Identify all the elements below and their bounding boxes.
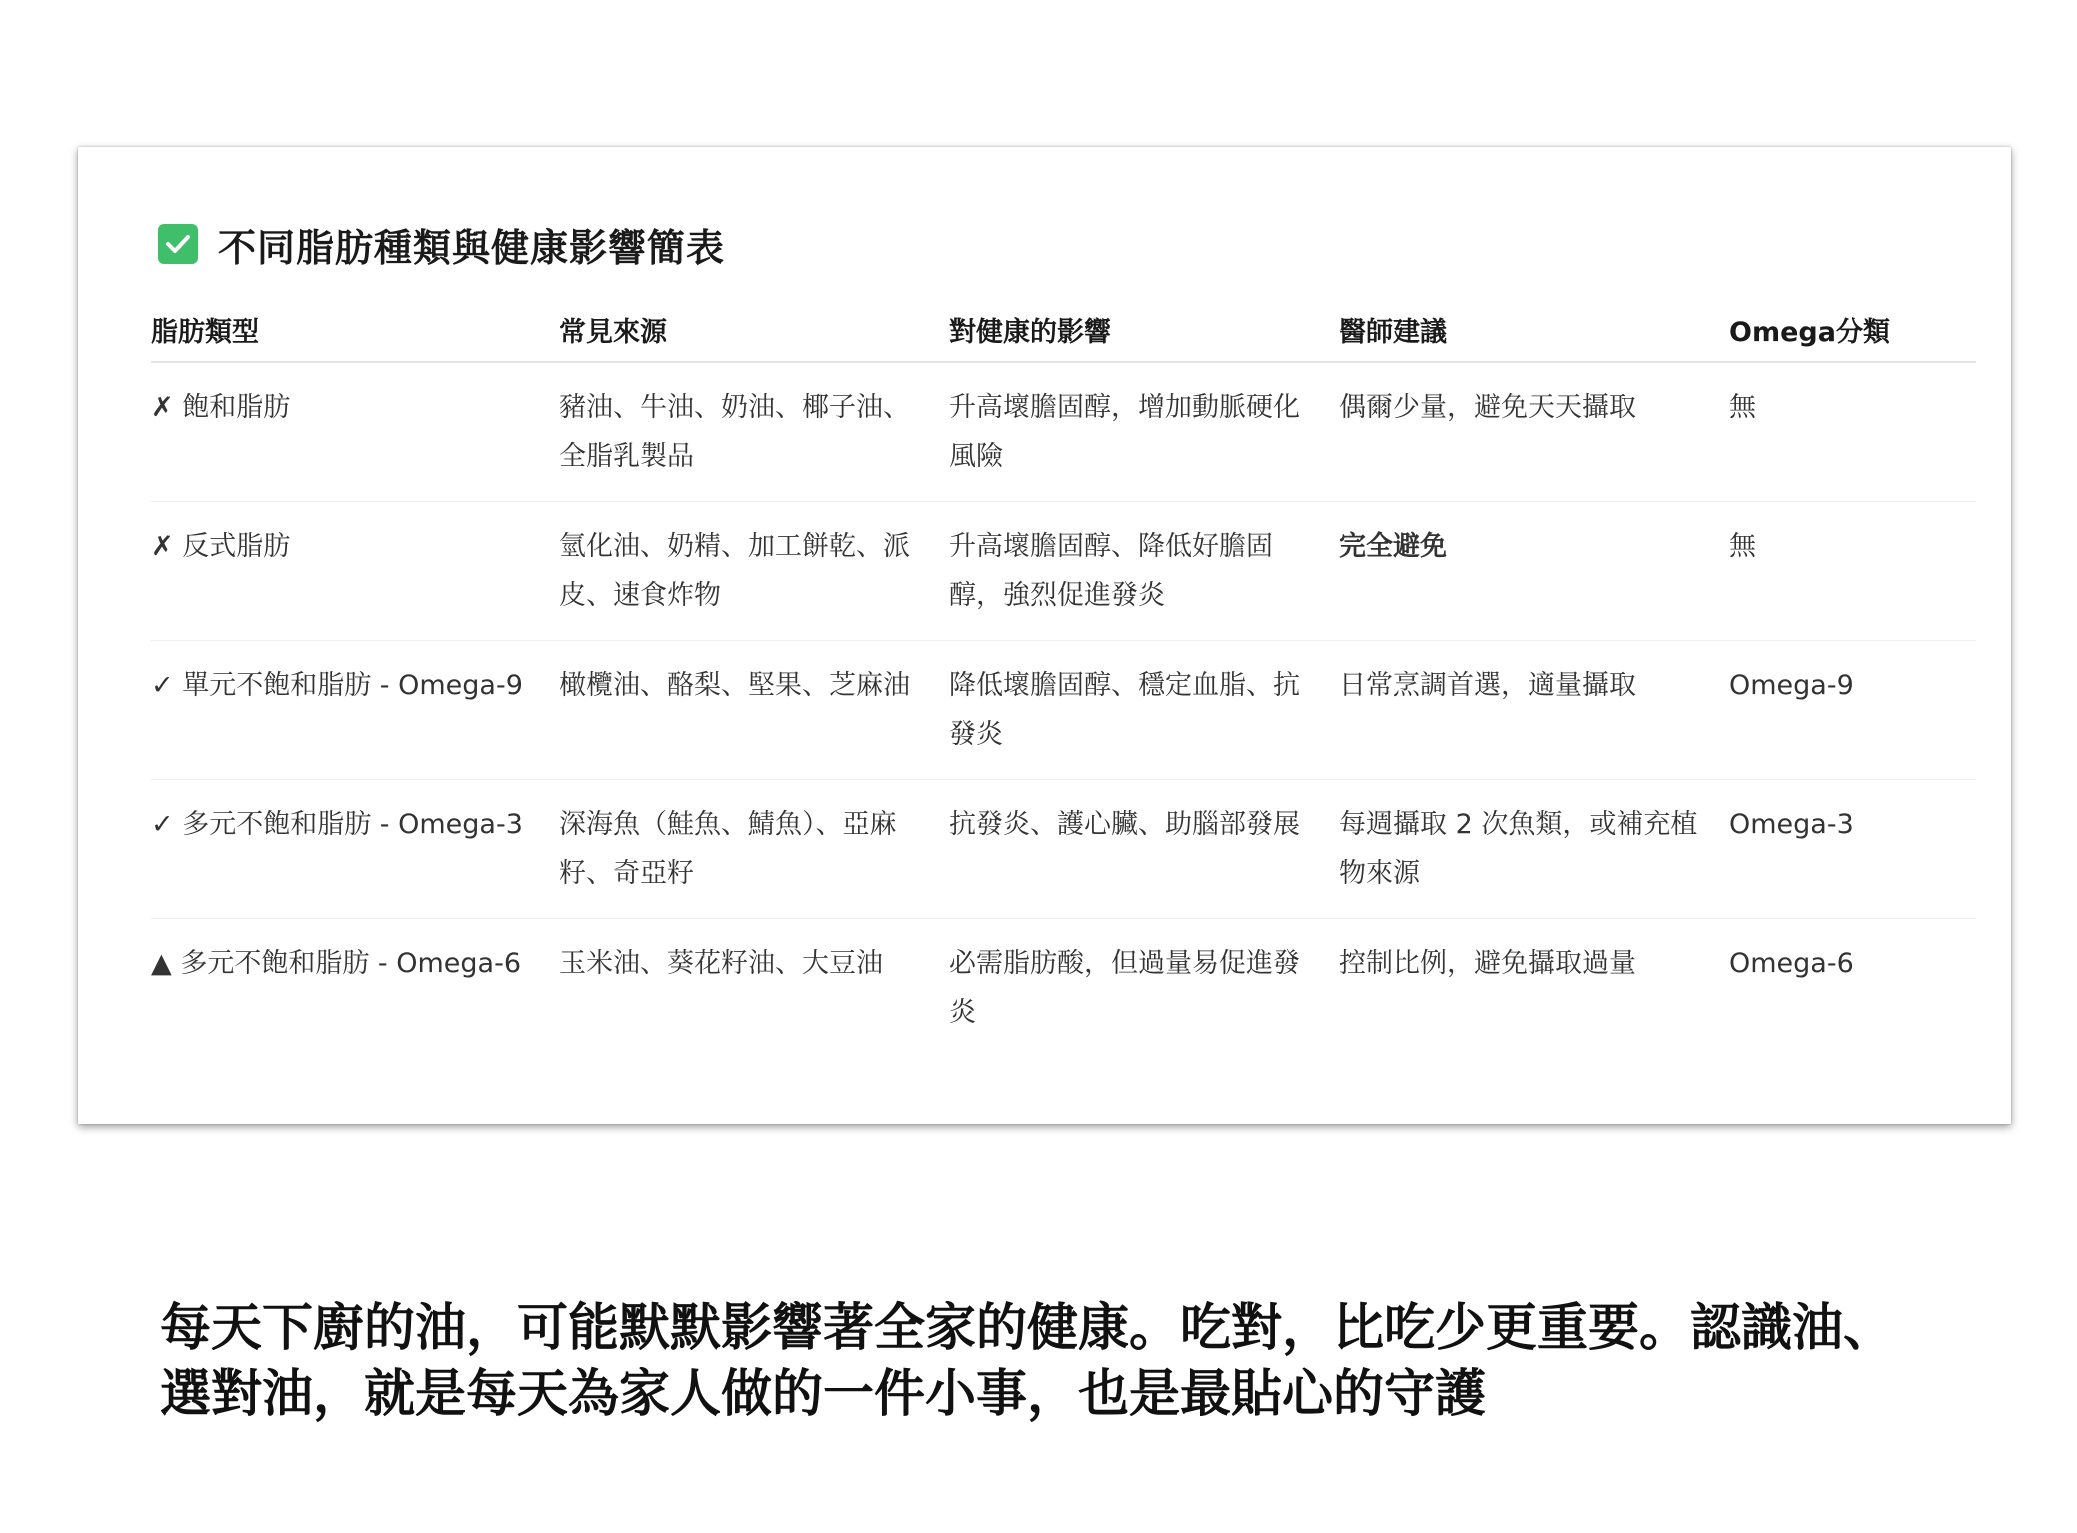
header-sources: 常見來源 — [559, 297, 949, 362]
table-row — [151, 502, 1976, 641]
cell-health-effect: 抗發炎、護心臟、助腦部發展 — [949, 780, 1339, 919]
table-title: 不同脂肪種類與健康影響簡表 — [218, 225, 726, 270]
table-header-row — [151, 297, 1976, 362]
table-card — [78, 147, 2011, 1124]
header-health-effect: 對健康的影響 — [949, 297, 1339, 362]
cell-omega: Omega-6 — [1729, 948, 1854, 979]
cell-fat-type: ✗ 反式脂肪 — [151, 502, 559, 641]
cell-doctor-advice: 完全避免 — [1339, 502, 1729, 641]
header-omega: Omega分類 — [1729, 297, 1976, 362]
cell-health-effect: 降低壞膽固醇、穩定血脂、抗發炎 — [949, 641, 1339, 780]
cell-omega: Omega-3 — [1729, 780, 1976, 919]
table-row — [151, 780, 1976, 919]
cell-sources: 玉米油、葵花籽油、大豆油 — [559, 948, 883, 979]
fat-table — [151, 297, 1976, 1057]
cell-doctor-advice: 每週攝取 2 次魚類，或補充植物來源 — [1339, 780, 1729, 919]
cell-sources: 豬油、牛油、奶油、椰子油、全脂乳製品 — [559, 362, 949, 502]
cell-health-effect: 升高壞膽固醇、降低好膽固醇，強烈促進發炎 — [949, 502, 1339, 641]
cell-fat-type: ▲ 多元不飽和脂肪 - Omega-6 — [151, 948, 522, 979]
cell-omega: 無 — [1729, 362, 1976, 502]
header-fat-type: 脂肪類型 — [151, 297, 559, 362]
cell-fat-type: ✓ 多元不飽和脂肪 - Omega-3 — [151, 780, 559, 919]
cell-fat-type: ✗ 飽和脂肪 — [151, 362, 559, 502]
check-box-icon — [158, 224, 198, 264]
table-row — [151, 919, 1976, 1058]
cell-doctor-advice: 控制比例，避免攝取過量 — [1339, 948, 1636, 979]
cell-health-effect: 升高壞膽固醇，增加動脈硬化風險 — [949, 362, 1339, 502]
table-row — [151, 641, 1976, 780]
cell-omega: Omega-9 — [1729, 641, 1976, 780]
cell-doctor-advice: 偶爾少量，避免天天攝取 — [1339, 362, 1729, 502]
header-doctor-advice: 醫師建議 — [1339, 297, 1729, 362]
cell-sources: 氫化油、奶精、加工餅乾、派皮、速食炸物 — [559, 502, 949, 641]
table-row — [151, 362, 1976, 502]
caption-text: 每天下廚的油，可能默默影響著全家的健康。吃對，比吃少更重要。認識油、選對油，就是每天為家人做的一件小事，也是最貼心的守護 — [160, 1299, 1895, 1424]
cell-doctor-advice: 日常烹調首選，適量攝取 — [1339, 641, 1729, 780]
cell-fat-type: ✓ 單元不飽和脂肪 - Omega-9 — [151, 641, 559, 780]
cell-sources: 橄欖油、酪梨、堅果、芝麻油 — [559, 641, 949, 780]
cell-omega: 無 — [1729, 502, 1976, 641]
cell-sources: 深海魚（鮭魚、鯖魚）、亞麻籽、奇亞籽 — [559, 780, 949, 919]
card-title — [158, 217, 725, 271]
cell-health-effect: 必需脂肪酸，但過量易促進發炎 — [949, 948, 1300, 1028]
